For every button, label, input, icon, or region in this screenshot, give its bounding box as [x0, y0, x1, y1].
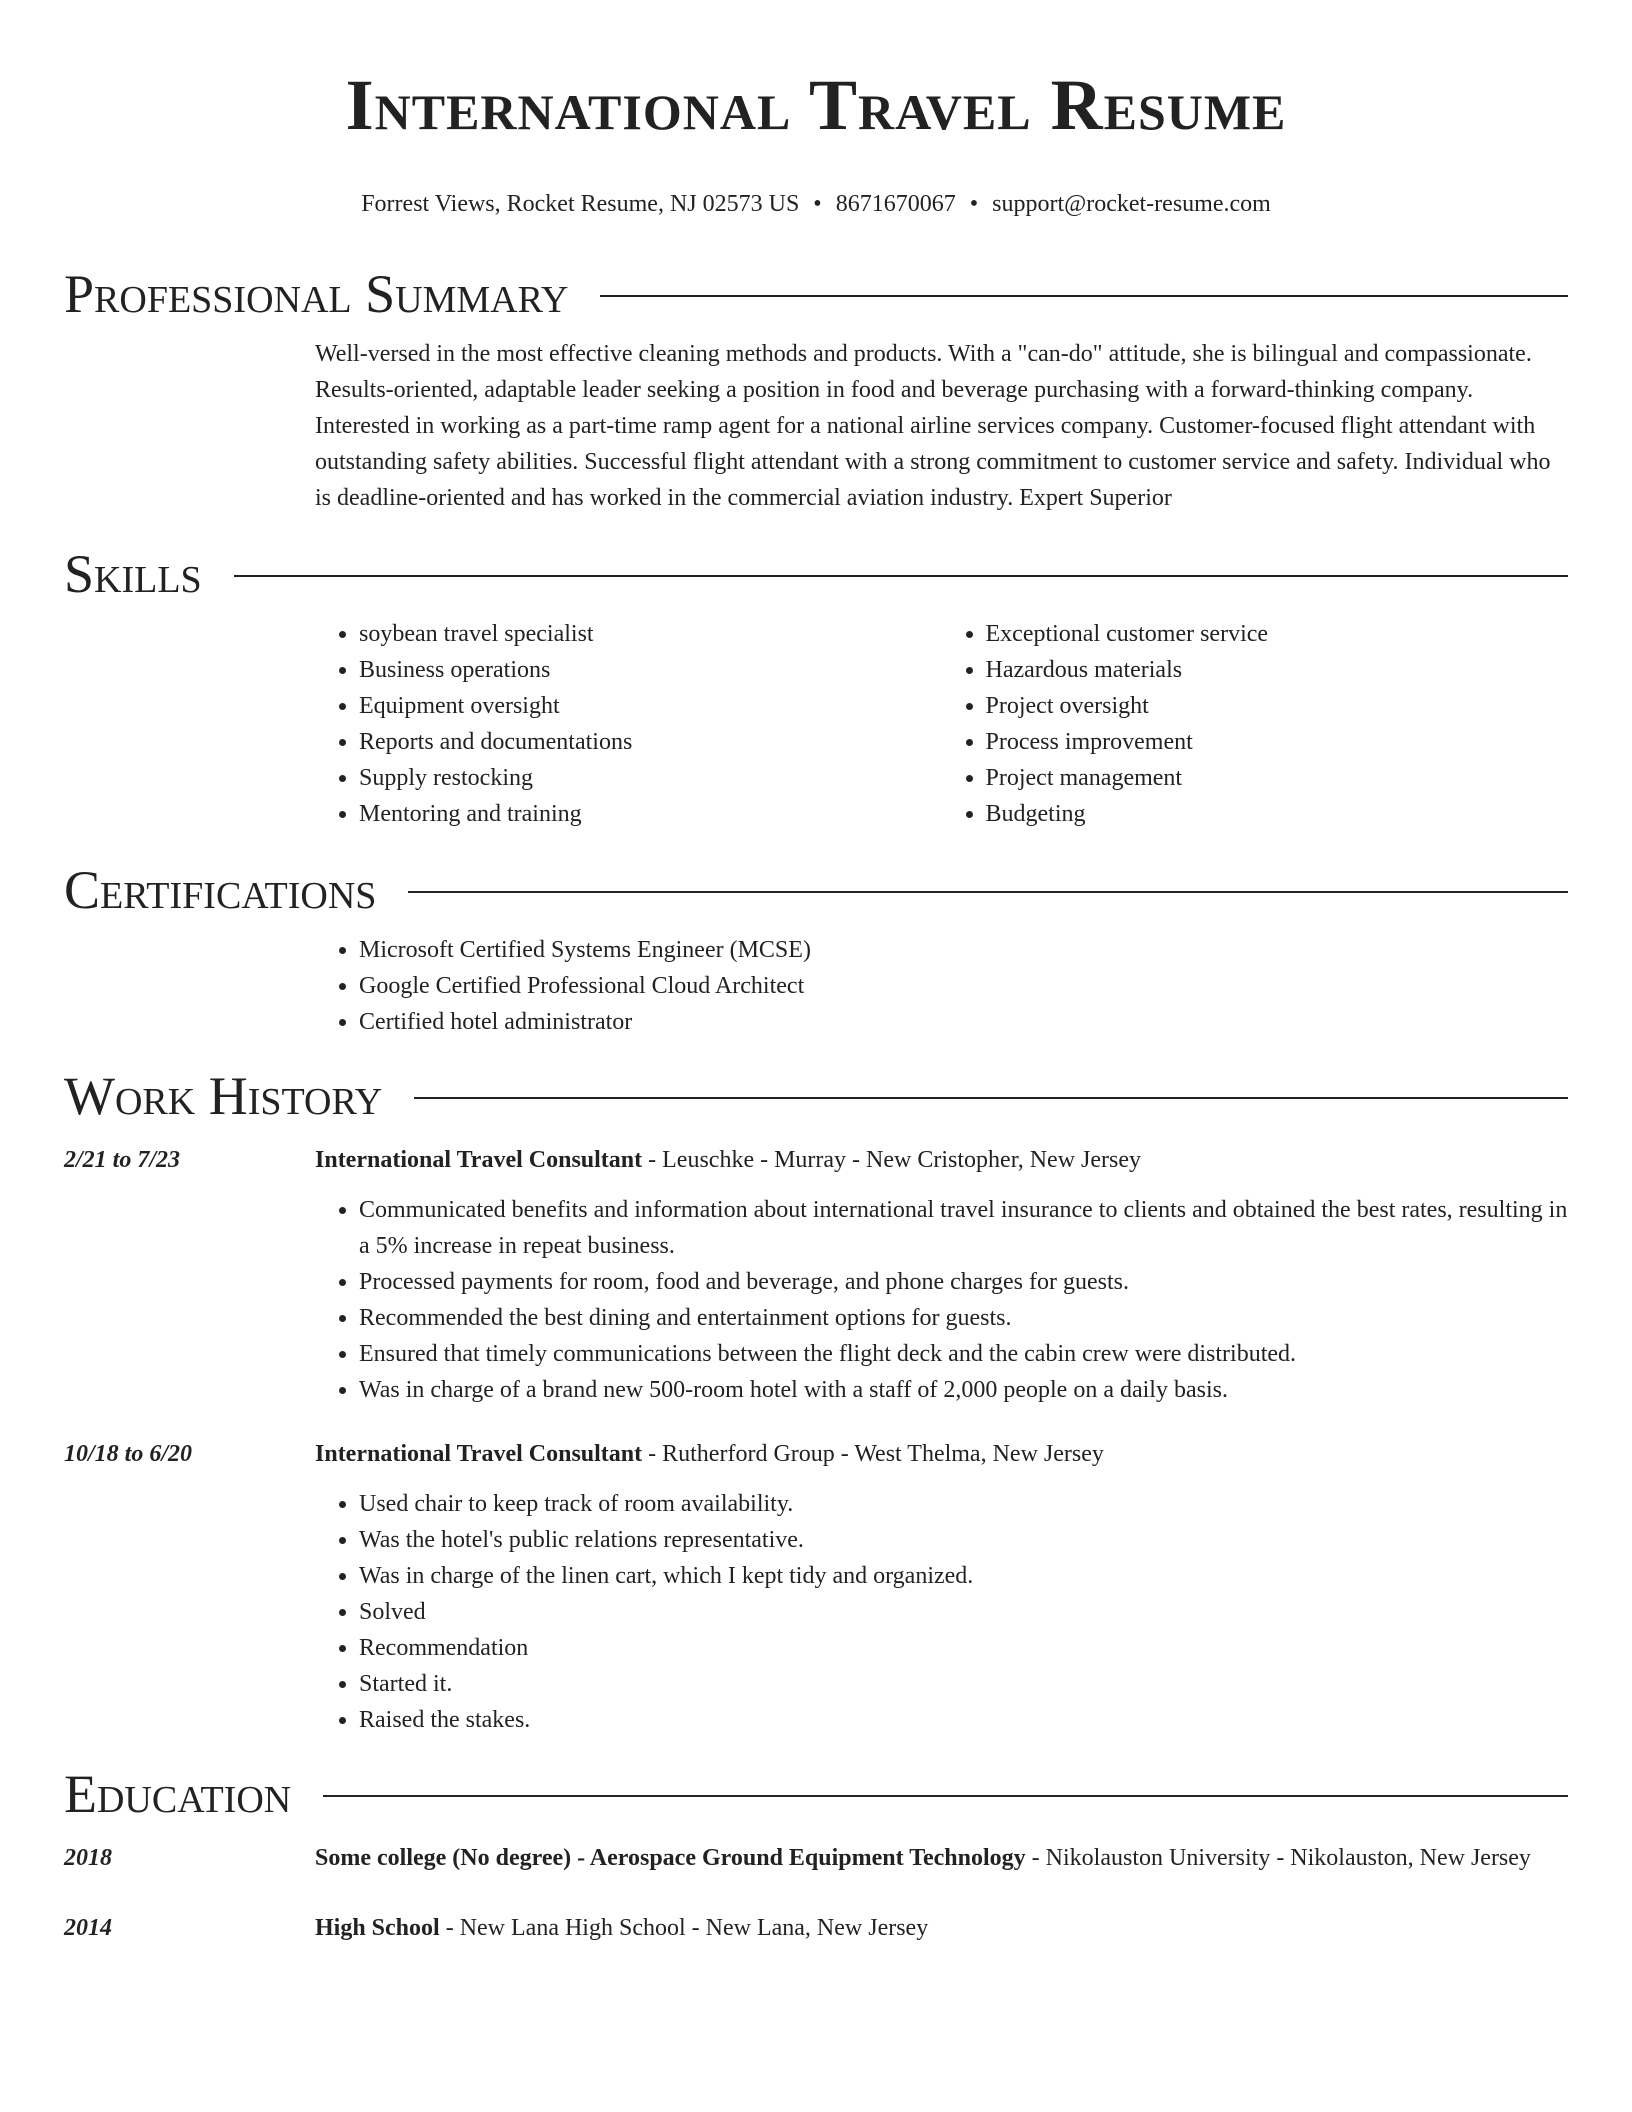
education-section-header [64, 1764, 1568, 1824]
job-bullet: • Used chair to keep track of room availability. [359, 1486, 1568, 1522]
education-details: - Nikolauston University - Nikolauston, New Jersey [1025, 1845, 1531, 1871]
contact-phone: 8671670067 [835, 191, 956, 217]
certifications-section-body [315, 932, 1568, 1040]
job-heading [315, 1140, 1568, 1180]
education-section-title: Education [64, 1764, 292, 1824]
contact-email: support@rocket-resume.com [992, 191, 1271, 217]
skill-item: • Project oversight [986, 688, 1569, 724]
contact-address: Forrest Views, Rocket Resume, NJ 02573 US [361, 191, 800, 217]
education-year: 2018 [64, 1845, 112, 1871]
education-main [315, 1838, 1568, 1878]
job-main [315, 1140, 1568, 1408]
work-section-title: Work History [64, 1066, 383, 1126]
section-divider [234, 575, 1568, 577]
work-section-header [64, 1066, 1568, 1126]
education-details: - New Lana High School - New Lana, New Jersey [439, 1915, 929, 1941]
summary-section-title: Professional Summary [64, 264, 569, 324]
summary-section-header [64, 264, 1568, 324]
job-dates: 2/21 to 7/23 [64, 1147, 181, 1173]
section-divider [414, 1097, 1568, 1099]
summary-text: Well-versed in the most effective cleaning methods and products. With a "can-do" attitude, she is bilingual and compassionate. Results-oriented, adaptable leader seeking a position in food and beverage purchasing with a forward-thinking company. Interested in working as a part-time ramp agent for a national airline services company. Customer-focused flight attendant with outstanding safety abilities. Successful flight attendant with a strong commitment to customer service and safety. Individual who is deadline-oriented and has worked in the commercial aviation industry. Expert Superior [315, 341, 1551, 511]
section-divider [408, 891, 1568, 893]
education-year: 2014 [64, 1915, 112, 1941]
job-title: International Travel Consultant [315, 1441, 643, 1467]
job-bullet: • Communicated benefits and information about international travel insurance to clients and obtained the best rates, resulting in a 5% increase in repeat business. [359, 1192, 1568, 1264]
job-heading [315, 1434, 1568, 1474]
job-bullet: • Solved [359, 1594, 1568, 1630]
skills-section-header [64, 544, 1568, 604]
education-main [315, 1908, 1568, 1948]
skills-list-left [315, 616, 942, 832]
section-divider [600, 295, 1568, 297]
job-bullet: • Was the hotel's public relations representative. [359, 1522, 1568, 1558]
skills-section-title: Skills [64, 544, 202, 604]
job-main [315, 1434, 1568, 1738]
job-bullet: • Was in charge of a brand new 500-room hotel with a staff of 2,000 people on a daily basis. [359, 1372, 1568, 1408]
skill-item: • soybean travel specialist [359, 616, 942, 652]
certifications-list [315, 932, 1568, 1040]
job-bullet: • Recommendation [359, 1630, 1568, 1666]
certification-item: • Microsoft Certified Systems Engineer (MCSE) [359, 932, 1568, 968]
job-details: - Rutherford Group - West Thelma, New Jersey [642, 1441, 1104, 1467]
job-bullet: • Ensured that timely communications between the flight deck and the cabin crew were distributed. [359, 1336, 1568, 1372]
contact-line [64, 188, 1568, 220]
job-bullet: • Was in charge of the linen cart, which I kept tidy and organized. [359, 1558, 1568, 1594]
resume-page [64, 0, 1568, 1948]
job-bullets [315, 1486, 1568, 1738]
skill-item: • Equipment oversight [359, 688, 942, 724]
skill-item: • Hazardous materials [986, 652, 1569, 688]
job-bullet: • Processed payments for room, food and beverage, and phone charges for guests. [359, 1264, 1568, 1300]
job-dates: 10/18 to 6/20 [64, 1441, 193, 1467]
job-bullets [315, 1192, 1568, 1408]
job-details: - Leuschke - Murray - New Cristopher, New Jersey [642, 1147, 1142, 1173]
job-bullet: • Raised the stakes. [359, 1702, 1568, 1738]
skills-list-right [942, 616, 1569, 832]
certification-item: • Certified hotel administrator [359, 1004, 1568, 1040]
job-entry [64, 1434, 1568, 1738]
contact-separator: • [969, 191, 979, 217]
certifications-section-header [64, 860, 1568, 920]
skill-item: • Budgeting [986, 796, 1569, 832]
job-bullet: • Recommended the best dining and entertainment options for guests. [359, 1300, 1568, 1336]
certification-item: • Google Certified Professional Cloud Architect [359, 968, 1568, 1004]
job-title: International Travel Consultant [315, 1147, 643, 1173]
section-divider [323, 1795, 1568, 1797]
skill-item: • Exceptional customer service [986, 616, 1569, 652]
skill-item: • Mentoring and training [359, 796, 942, 832]
contact-separator: • [813, 191, 822, 217]
education-entry [64, 1838, 1568, 1878]
skill-item: • Business operations [359, 652, 942, 688]
education-degree: High School [315, 1915, 440, 1941]
skill-item: • Project management [986, 760, 1569, 796]
skill-item: • Process improvement [986, 724, 1569, 760]
education-entry [64, 1908, 1568, 1948]
certifications-section-title: Certifications [64, 860, 377, 920]
education-degree: Some college (No degree) - Aerospace Ground Equipment Technology [315, 1845, 1026, 1871]
job-bullet: • Started it. [359, 1666, 1568, 1702]
summary-section-body [315, 336, 1568, 516]
skill-item: • Supply restocking [359, 760, 942, 796]
job-entry [64, 1140, 1568, 1408]
skill-item: • Reports and documentations [359, 724, 942, 760]
resume-name: International Travel Resume [345, 65, 1287, 145]
skills-section-body [315, 616, 1568, 832]
